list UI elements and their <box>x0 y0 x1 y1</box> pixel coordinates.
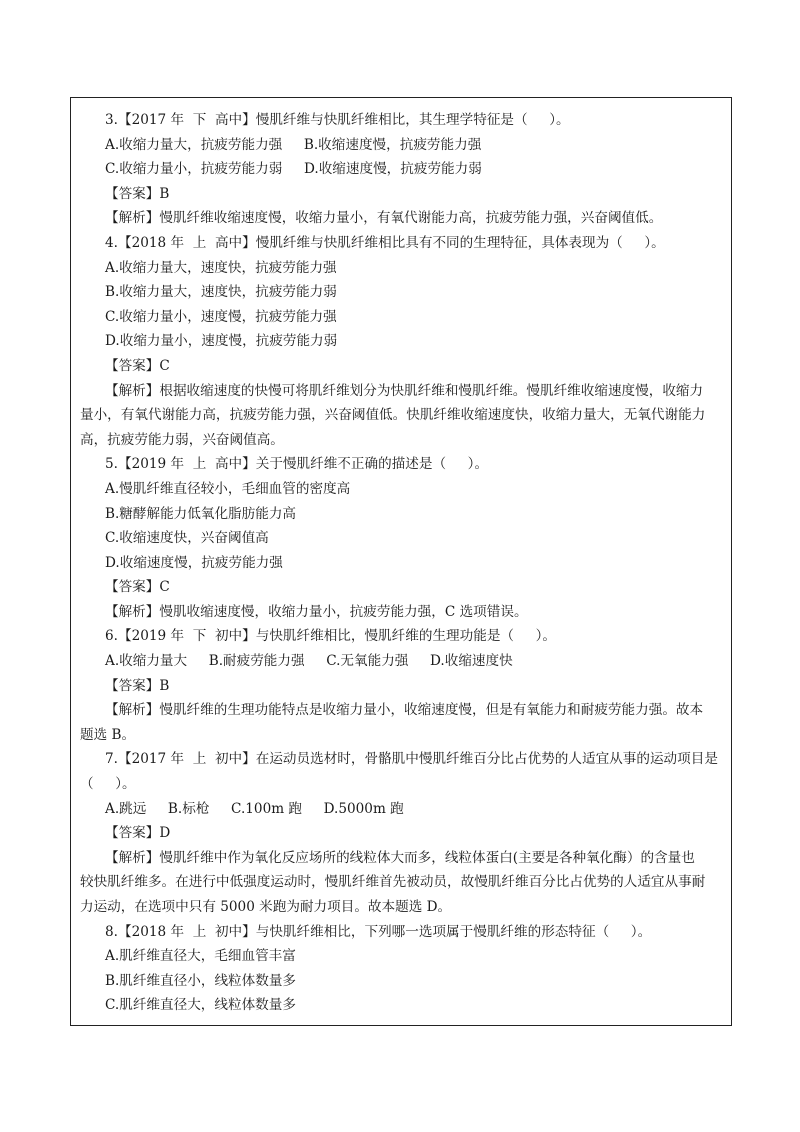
text-line: C.收缩力量小，抗疲劳能力弱 D.收缩速度慢，抗疲劳能力弱 <box>105 161 482 178</box>
text-line: 高，抗疲劳能力弱，兴奋阈值高。 <box>80 431 284 448</box>
text-line: D.收缩速度慢，抗疲劳能力强 <box>105 554 283 571</box>
text-line: 题选 B。 <box>80 726 136 743</box>
text-line: 3.【2017 年 下 高中】慢肌纤维与快肌纤维相比，其生理学特征是（ ）。 <box>105 112 570 128</box>
text-line: B.糖酵解能力低氧化脂肪能力高 <box>105 505 297 522</box>
text-line: A.肌纤维直径大，毛细血管丰富 <box>105 948 296 965</box>
text-line: A.跳远 B.标枪 C.100m 跑 D.5000m 跑 <box>105 800 404 817</box>
text-line: 【解析】慢肌收缩速度慢，收缩力量小，抗疲劳能力强，C 选项错误。 <box>105 603 528 620</box>
text-line: 6.【2019 年 下 初中】与快肌纤维相比，慢肌纤维的生理功能是（ ）。 <box>105 628 557 645</box>
text-line: A.收缩力量大 B.耐疲劳能力强 C.无氧能力强 D.收缩速度快 <box>105 653 513 670</box>
text-line: D.收缩力量小，速度慢，抗疲劳能力弱 <box>105 333 338 350</box>
text-line: A.收缩力量大，速度快，抗疲劳能力强 <box>105 259 337 276</box>
text-line: 5.【2019 年 上 高中】关于慢肌纤维不正确的描述是（ ）。 <box>105 456 489 473</box>
question-content <box>80 108 728 1018</box>
text-line: 【答案】C <box>105 357 170 374</box>
text-line: 较快肌纤维多。在进行中低强度运动时，慢肌纤维首先被动员，故慢肌纤维百分比占优势的人适宜从事耐 <box>80 874 706 891</box>
text-line: 【答案】B <box>105 677 170 694</box>
text-line: B.肌纤维直径小，线粒体数量多 <box>105 972 297 989</box>
text-line: 力运动，在选项中只有 5000 米跑为耐力项目。故本题选 D。 <box>80 899 452 915</box>
text-line: 【解析】慢肌纤维收缩速度慢，收缩力量小，有氧代谢能力高，抗疲劳能力强，兴奋阈值低。 <box>105 210 663 227</box>
text-line: 8.【2018 年 上 初中】与快肌纤维相比，下列哪一选项属于慢肌纤维的形态特征（ ）。 <box>105 923 652 940</box>
text-line: 【答案】B <box>105 185 170 202</box>
text-line: 【解析】根据收缩速度的快慢可将肌纤维划分为快肌纤维和慢肌纤维。慢肌纤维收缩速度慢，收缩力 <box>105 382 704 399</box>
text-line: C.收缩速度快，兴奋阈值高 <box>105 530 269 547</box>
text-line: 【解析】慢肌纤维的生理功能特点是收缩力量小，收缩速度慢，但是有氧能力和耐疲劳能力强。故本 <box>105 702 704 719</box>
text-line: 量小，有氧代谢能力高，抗疲劳能力强，兴奋阈值低。快肌纤维收缩速度快，收缩力量大，无氧代谢能力 <box>80 407 706 424</box>
text-line: 【答案】D <box>105 825 171 842</box>
text-line: C.收缩力量小，速度慢，抗疲劳能力强 <box>105 308 337 325</box>
text-line: 7.【2017 年 上 初中】在运动员选材时，骨骼肌中慢肌纤维百分比占优势的人适宜从事的运动项目是 <box>105 751 718 768</box>
text-line: 4.【2018 年 上 高中】慢肌纤维与快肌纤维相比具有不同的生理特征，具体表现为（ ）。 <box>105 234 665 251</box>
text-line: 【答案】C <box>105 579 170 596</box>
text-line: （ ）。 <box>80 776 136 793</box>
text-line: C.肌纤维直径大，线粒体数量多 <box>105 997 296 1014</box>
text-line: A.收缩力量大，抗疲劳能力强 B.收缩速度慢，抗疲劳能力强 <box>105 136 482 153</box>
text-line: 【解析】慢肌纤维中作为氧化反应场所的线粒体大而多，线粒体蛋白(主要是各种氧化酶）的含量也 <box>105 849 695 866</box>
text-line: B.收缩力量大，速度快，抗疲劳能力弱 <box>105 284 337 301</box>
text-line: A.慢肌纤维直径较小，毛细血管的密度高 <box>105 480 351 497</box>
